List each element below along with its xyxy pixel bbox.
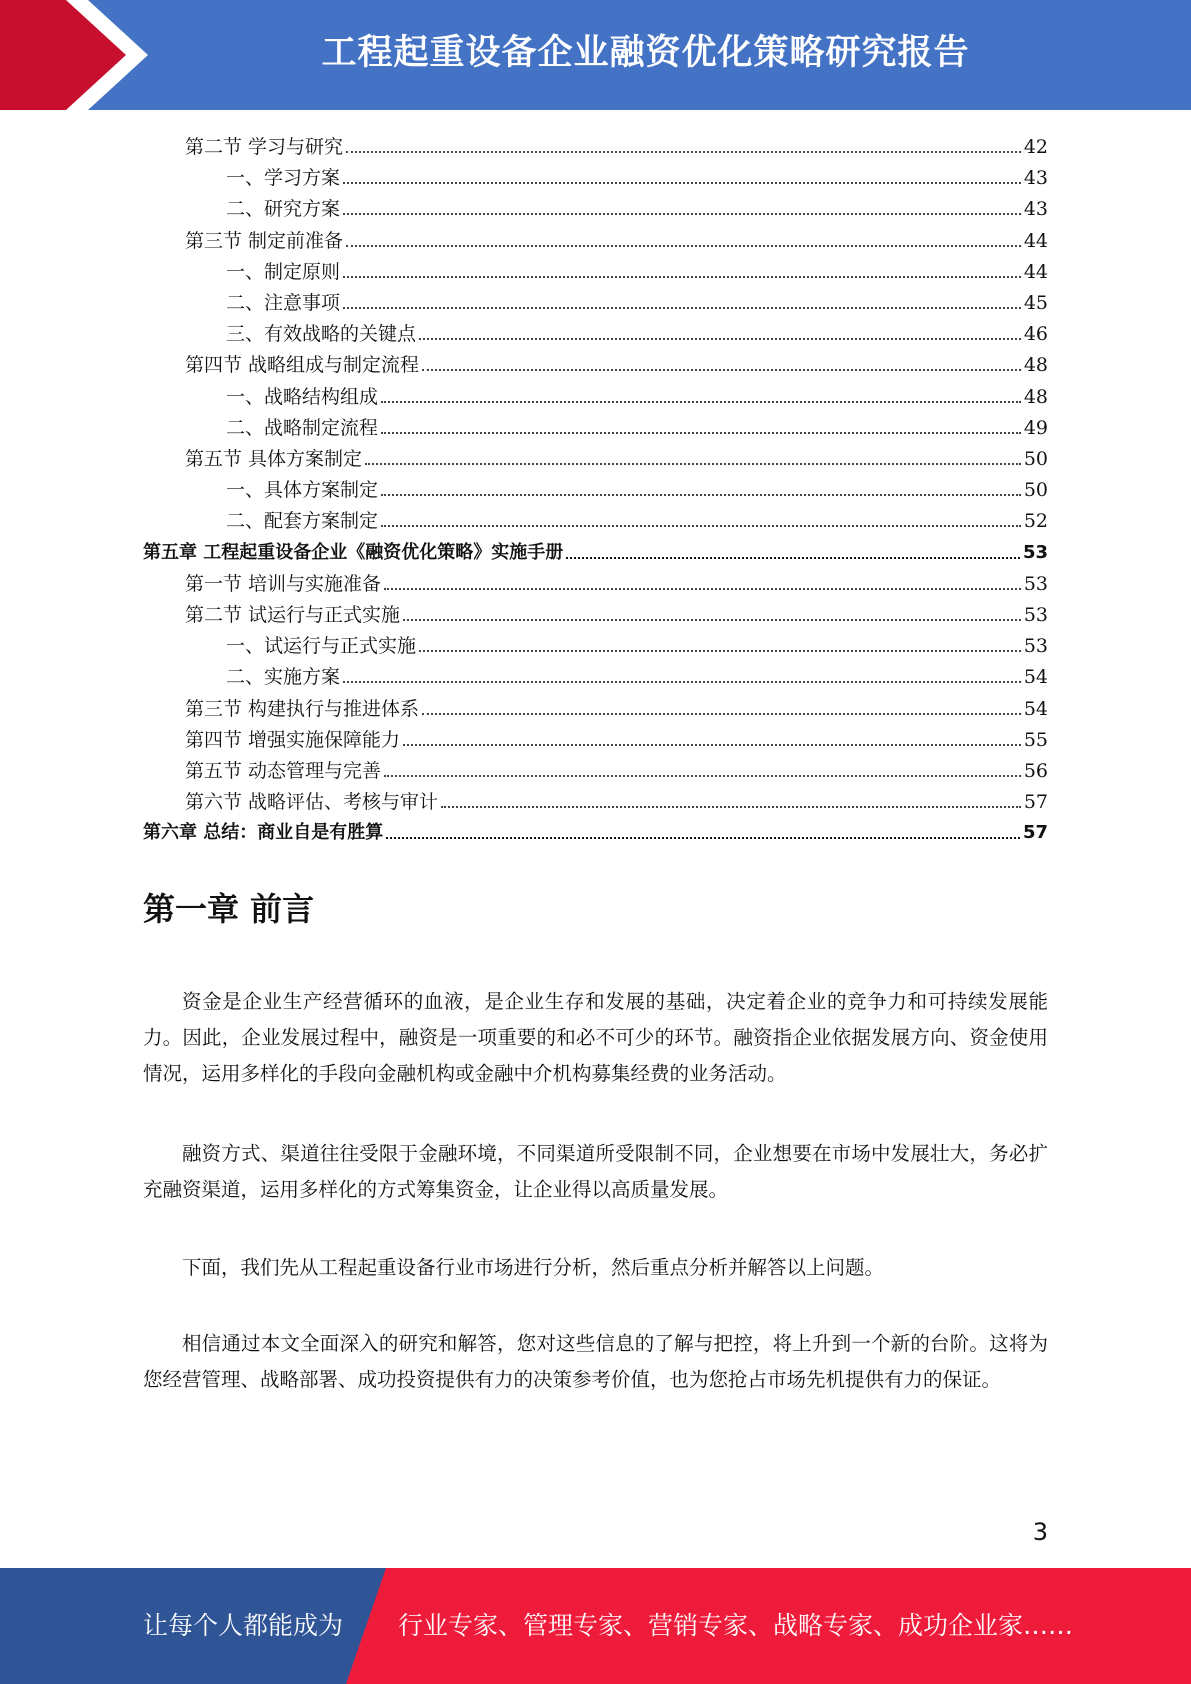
toc-entry-title: 一、具体方案制定: [226, 479, 379, 502]
toc-entry-title: 第五章 工程起重设备企业《融资优化策略》实施手册: [143, 541, 564, 563]
toc-entry[interactable]: [185, 690, 1048, 721]
toc-leader-dots: [384, 588, 1021, 590]
toc-entry-title: 二、研究方案: [226, 198, 341, 221]
toc-entry[interactable]: [226, 159, 1048, 190]
toc-entry-page: 53: [1023, 604, 1048, 626]
toc-leader-dots: [381, 432, 1021, 434]
toc-entry-page: 43: [1023, 198, 1048, 221]
toc-entry-title: 第四节 增强实施保障能力: [185, 728, 401, 751]
toc-leader-dots: [343, 213, 1021, 215]
toc-leader-dots: [403, 619, 1021, 621]
toc-entry[interactable]: [226, 658, 1048, 689]
toc-entry[interactable]: [226, 471, 1048, 502]
toc-leader-dots: [422, 369, 1021, 371]
toc-leader-dots: [343, 307, 1021, 309]
toc-leader-dots: [346, 245, 1021, 247]
toc-entry-page: 50: [1023, 448, 1048, 470]
toc-entry[interactable]: [185, 222, 1048, 253]
toc-entry-page: 52: [1023, 510, 1048, 533]
header-arrow-icon: [0, 0, 150, 110]
toc-entry-page: 48: [1023, 385, 1048, 408]
toc-leader-dots: [343, 681, 1021, 683]
paragraph-1: 资金是企业生产经营循环的血液，是企业生存和发展的基础，决定着企业的竞争力和可持续发展能力。因此，企业发展过程中，融资是一项重要的和必不可少的环节。融资指企业依据发展方向、资金使用情况，运用多样化的手段向金融机构或金融中介机构募集经费的业务活动。: [143, 990, 1048, 1085]
toc-entry-page: 56: [1023, 760, 1048, 782]
toc-entry-page: 44: [1023, 260, 1048, 283]
toc-entry-page: 54: [1023, 697, 1048, 720]
toc-leader-dots: [422, 713, 1021, 715]
toc-entry-title: 三、有效战略的关键点: [226, 323, 417, 346]
toc-entry-title: 第三节 制定前准备: [185, 229, 344, 252]
paragraph-4: 相信通过本文全面深入的研究和解答，您对这些信息的了解与把控，将上升到一个新的台阶。这将为您经营管理、战略部署、成功投资提供有力的决策参考价值，也为您抢占市场先机提供有力的保证。: [143, 1332, 1048, 1391]
toc-entry-page: 43: [1023, 167, 1048, 190]
chapter-title: 第一章 前言: [143, 890, 315, 928]
page-number: 3: [1032, 1518, 1048, 1546]
toc-entry[interactable]: [226, 315, 1048, 346]
toc-entry-title: 二、配套方案制定: [226, 510, 379, 533]
toc-leader-dots: [386, 837, 1020, 839]
toc-entry[interactable]: [226, 502, 1048, 533]
toc-entry[interactable]: [143, 814, 1048, 845]
toc-entry-page: 46: [1023, 323, 1048, 346]
toc-entry-page: 53: [1022, 541, 1048, 563]
toc-entry-page: 48: [1023, 354, 1048, 377]
toc-entry-title: 第三节 构建执行与推进体系: [185, 697, 420, 720]
toc-leader-dots: [441, 806, 1021, 808]
page-header: [0, 0, 1191, 110]
toc-entry-page: 53: [1023, 572, 1048, 595]
toc-entry[interactable]: [185, 346, 1048, 377]
toc-entry[interactable]: [185, 596, 1048, 627]
report-title: 工程起重设备企业融资优化策略研究报告: [321, 33, 970, 73]
toc-entry-title: 二、实施方案: [226, 666, 341, 689]
page-footer: [0, 1568, 1191, 1684]
toc-leader-dots: [381, 401, 1021, 403]
toc-entry[interactable]: [185, 128, 1048, 159]
toc-entry[interactable]: [226, 409, 1048, 440]
toc-entry-page: 54: [1023, 666, 1048, 689]
toc-leader-dots: [381, 525, 1021, 527]
toc-entry-title: 第二节 学习与研究: [185, 136, 344, 158]
toc-leader-dots: [346, 151, 1021, 153]
paragraph-3: 下面，我们先从工程起重设备行业市场进行分析，然后重点分析并解答以上问题。: [182, 1256, 885, 1279]
toc-entry[interactable]: [185, 721, 1048, 752]
toc-entry-page: 55: [1023, 728, 1048, 751]
toc-leader-dots: [384, 775, 1021, 777]
toc-entry-title: 第六节 战略评估、考核与审计: [185, 791, 439, 814]
toc-entry[interactable]: [185, 565, 1048, 596]
toc-entry[interactable]: [226, 253, 1048, 284]
footer-slogan-left: 让每个人都能成为: [143, 1611, 344, 1640]
toc-entry-page: 57: [1023, 791, 1048, 814]
toc-entry[interactable]: [185, 440, 1048, 471]
toc-leader-dots: [365, 463, 1021, 465]
toc-entry-title: 第四节 战略组成与制定流程: [185, 354, 420, 377]
toc-entry-title: 第二节 试运行与正式实施: [185, 604, 401, 626]
toc-leader-dots: [419, 338, 1021, 340]
toc-entry[interactable]: [226, 378, 1048, 409]
toc-entry[interactable]: [143, 534, 1048, 565]
toc-entry-title: 第五节 动态管理与完善: [185, 760, 382, 782]
toc-entry-page: 44: [1023, 229, 1048, 252]
toc-entry[interactable]: [226, 627, 1048, 658]
toc-entry[interactable]: [226, 284, 1048, 315]
toc-entry-title: 一、试运行与正式实施: [226, 635, 417, 658]
toc-entry-title: 二、战略制定流程: [226, 416, 379, 439]
toc-entry-title: 第五节 具体方案制定: [185, 448, 363, 470]
toc-entry-page: 53: [1023, 635, 1048, 658]
paragraph-2: 融资方式、渠道往往受限于金融环境，不同渠道所受限制不同，企业想要在市场中发展壮大，务必扩充融资渠道，运用多样化的方式筹集资金，让企业得以高质量发展。: [143, 1142, 1048, 1201]
toc-leader-dots: [381, 494, 1021, 496]
toc-entry-title: 二、注意事项: [226, 292, 341, 314]
toc-entry[interactable]: [185, 752, 1048, 783]
toc-entry-title: 一、战略结构组成: [226, 385, 379, 408]
toc-entry-title: 第一节 培训与实施准备: [185, 572, 382, 595]
toc-entry-page: 45: [1023, 292, 1048, 314]
toc-entry-page: 50: [1023, 479, 1048, 502]
toc-entry-title: 一、学习方案: [226, 167, 341, 190]
toc-entry-title: 一、制定原则: [226, 260, 341, 283]
toc-entry[interactable]: [185, 783, 1048, 814]
toc-leader-dots: [403, 744, 1021, 746]
footer-slogan-right: 行业专家、管理专家、营销专家、战略专家、成功企业家……: [398, 1611, 1074, 1640]
toc-leader-dots: [419, 650, 1021, 652]
toc-entry-page: 42: [1023, 136, 1048, 158]
toc-leader-dots: [343, 182, 1021, 184]
toc-entry-title: 第六章 总结：商业自是有胜算: [143, 822, 384, 844]
toc-leader-dots: [566, 557, 1020, 559]
toc-entry-page: 49: [1023, 416, 1048, 439]
toc-entry-page: 57: [1022, 822, 1048, 844]
toc-entry[interactable]: [226, 190, 1048, 221]
toc-leader-dots: [343, 276, 1021, 278]
